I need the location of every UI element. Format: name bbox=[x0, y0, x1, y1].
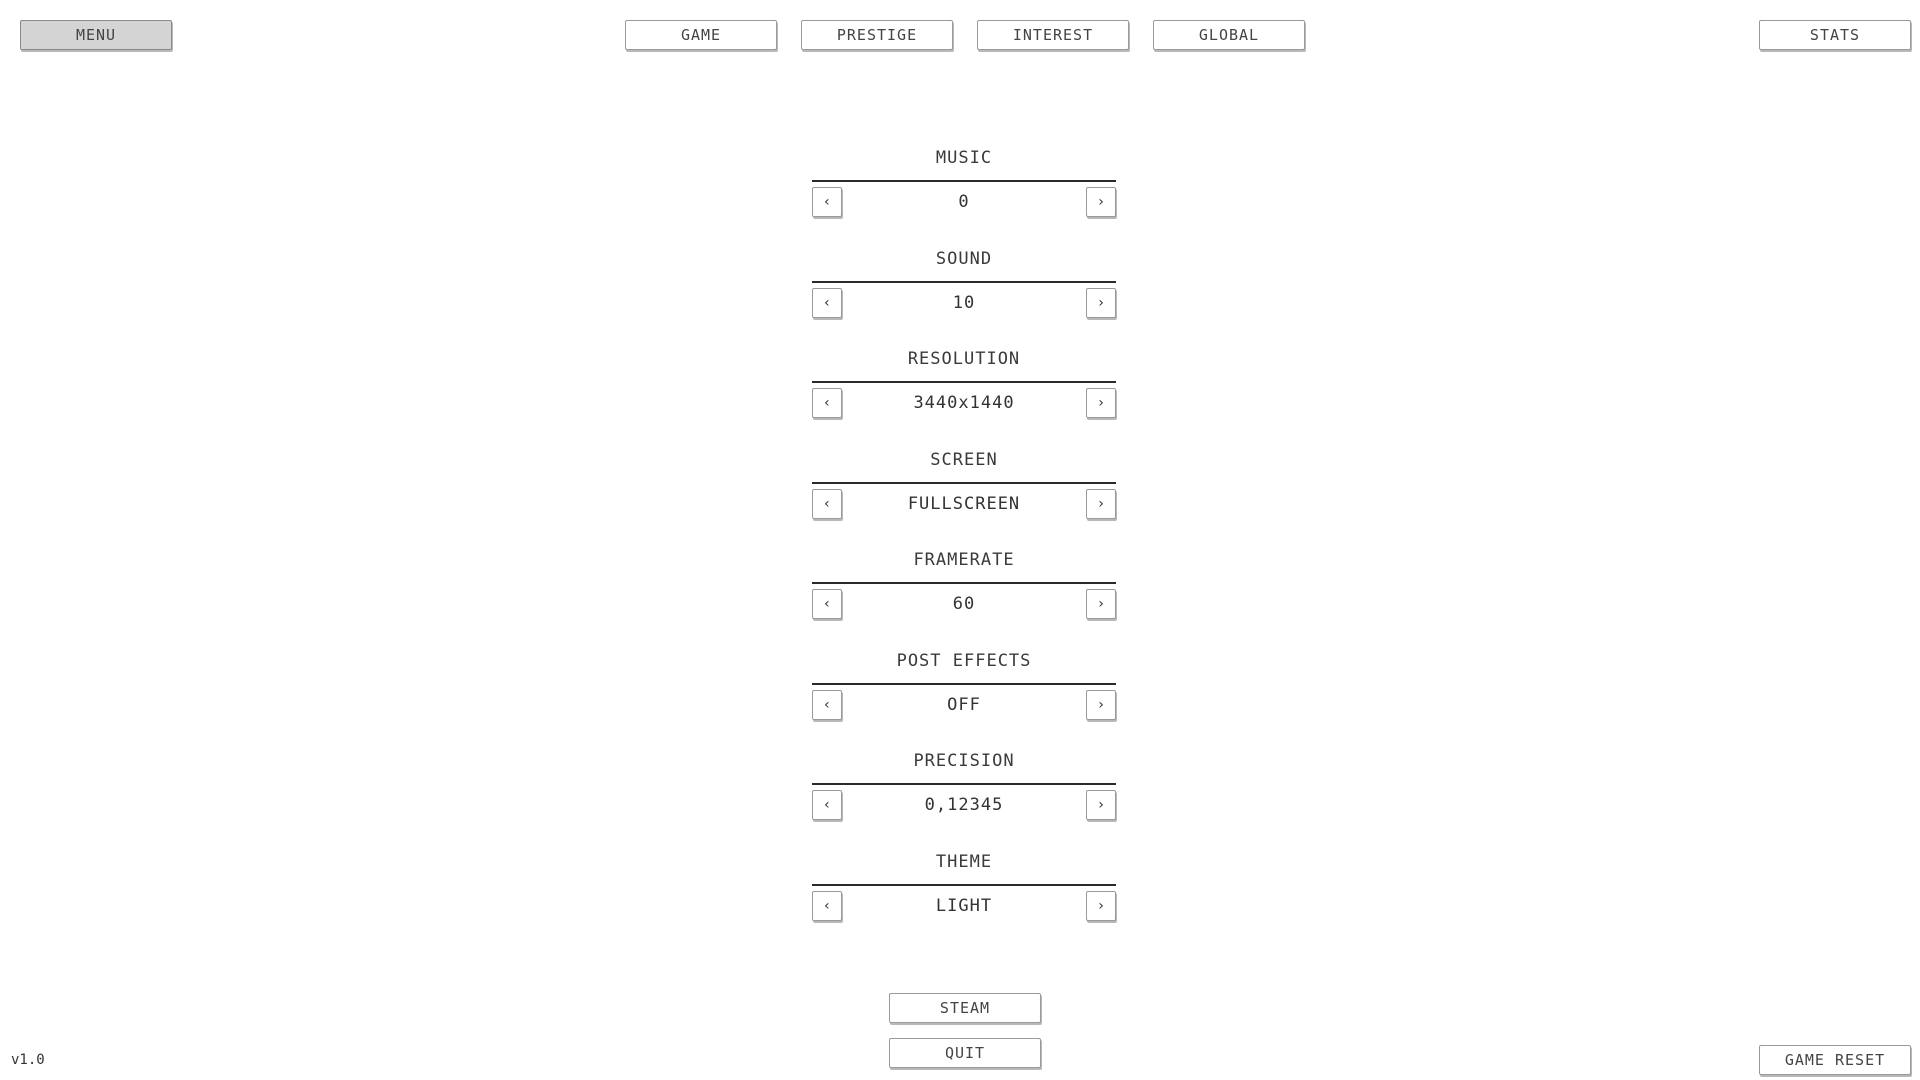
setting-theme bbox=[812, 852, 1116, 952]
setting-screen bbox=[812, 450, 1116, 550]
screen-decrease-button[interactable] bbox=[812, 489, 842, 519]
chevron-right-icon: › bbox=[1096, 898, 1106, 914]
screen-increase-button[interactable] bbox=[1086, 489, 1116, 519]
divider bbox=[812, 884, 1116, 886]
chevron-left-icon: ‹ bbox=[822, 898, 832, 914]
setting-value: OFF bbox=[947, 695, 981, 715]
chevron-right-icon: › bbox=[1096, 496, 1106, 512]
interest-tab-button[interactable]: INTEREST bbox=[977, 20, 1129, 50]
setting-value: 60 bbox=[952, 594, 976, 614]
resolution-decrease-button[interactable] bbox=[812, 388, 842, 418]
setting-value: FULLSCREEN bbox=[907, 494, 1021, 514]
setting-title: FRAMERATE bbox=[913, 550, 1015, 570]
music-increase-button[interactable] bbox=[1086, 187, 1116, 217]
resolution-increase-button[interactable] bbox=[1086, 388, 1116, 418]
sound-decrease-button[interactable] bbox=[812, 288, 842, 318]
setting-post-effects bbox=[812, 651, 1116, 751]
steam-button[interactable]: STEAM bbox=[889, 993, 1041, 1023]
setting-title: RESOLUTION bbox=[907, 349, 1021, 369]
divider bbox=[812, 482, 1116, 484]
framerate-decrease-button[interactable] bbox=[812, 589, 842, 619]
divider bbox=[812, 281, 1116, 283]
setting-value: 3440x1440 bbox=[913, 393, 1015, 413]
precision-decrease-button[interactable] bbox=[812, 790, 842, 820]
chevron-left-icon: ‹ bbox=[822, 496, 832, 512]
setting-sound bbox=[812, 249, 1116, 349]
chevron-right-icon: › bbox=[1096, 697, 1106, 713]
divider bbox=[812, 783, 1116, 785]
theme-decrease-button[interactable] bbox=[812, 891, 842, 921]
setting-title: POST EFFECTS bbox=[896, 651, 1032, 671]
setting-title: PRECISION bbox=[913, 751, 1015, 771]
post-effects-decrease-button[interactable] bbox=[812, 690, 842, 720]
game-tab-button[interactable]: GAME bbox=[625, 20, 777, 50]
setting-music bbox=[812, 148, 1116, 248]
divider bbox=[812, 180, 1116, 182]
stats-button[interactable]: STATS bbox=[1759, 20, 1911, 50]
music-decrease-button[interactable] bbox=[812, 187, 842, 217]
setting-value: 0 bbox=[958, 192, 970, 212]
theme-increase-button[interactable] bbox=[1086, 891, 1116, 921]
chevron-right-icon: › bbox=[1096, 194, 1106, 210]
setting-precision bbox=[812, 751, 1116, 851]
chevron-right-icon: › bbox=[1096, 395, 1106, 411]
divider bbox=[812, 683, 1116, 685]
setting-title: SOUND bbox=[935, 249, 993, 269]
chevron-right-icon: › bbox=[1096, 596, 1106, 612]
precision-increase-button[interactable] bbox=[1086, 790, 1116, 820]
prestige-tab-button[interactable]: PRESTIGE bbox=[801, 20, 953, 50]
chevron-left-icon: ‹ bbox=[822, 797, 832, 813]
post-effects-increase-button[interactable] bbox=[1086, 690, 1116, 720]
chevron-left-icon: ‹ bbox=[822, 194, 832, 210]
setting-title: SCREEN bbox=[930, 450, 998, 470]
setting-framerate bbox=[812, 550, 1116, 650]
setting-title: THEME bbox=[935, 852, 993, 872]
setting-value: LIGHT bbox=[935, 896, 993, 916]
game-reset-button[interactable]: GAME RESET bbox=[1759, 1045, 1911, 1075]
chevron-right-icon: › bbox=[1096, 295, 1106, 311]
version-label: v1.0 bbox=[11, 1052, 45, 1068]
chevron-left-icon: ‹ bbox=[822, 395, 832, 411]
global-tab-button[interactable]: GLOBAL bbox=[1153, 20, 1305, 50]
framerate-increase-button[interactable] bbox=[1086, 589, 1116, 619]
sound-increase-button[interactable] bbox=[1086, 288, 1116, 318]
divider bbox=[812, 381, 1116, 383]
chevron-left-icon: ‹ bbox=[822, 596, 832, 612]
quit-button[interactable]: QUIT bbox=[889, 1038, 1041, 1068]
chevron-right-icon: › bbox=[1096, 797, 1106, 813]
setting-resolution bbox=[812, 349, 1116, 449]
menu-button[interactable]: MENU bbox=[20, 20, 172, 50]
setting-title: MUSIC bbox=[935, 148, 993, 168]
setting-value: 10 bbox=[952, 293, 976, 313]
setting-value: 0,12345 bbox=[924, 795, 1004, 815]
divider bbox=[812, 582, 1116, 584]
chevron-left-icon: ‹ bbox=[822, 697, 832, 713]
chevron-left-icon: ‹ bbox=[822, 295, 832, 311]
